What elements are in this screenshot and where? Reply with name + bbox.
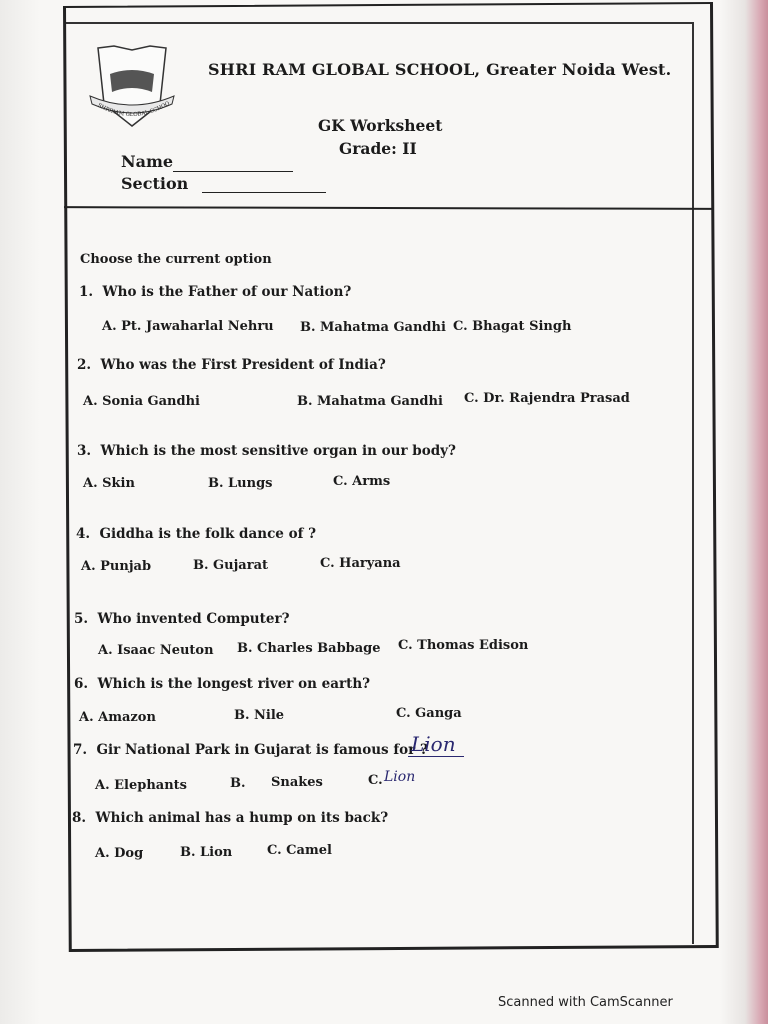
q1-option-a[interactable]: A. Pt. Jawaharlal Nehru [102, 319, 274, 334]
question-text: Which is the longest river on earth? [97, 676, 371, 692]
question-4 [76, 526, 316, 542]
question-8 [72, 810, 388, 826]
q8-option-a[interactable]: A. Dog [95, 846, 144, 861]
question-3 [77, 443, 456, 459]
q6-option-b[interactable]: B. Nile [234, 708, 285, 723]
q7-option-b-letter[interactable]: B. [230, 776, 246, 791]
school-name: SHRI RAM GLOBAL SCHOOL, Greater Noida West. [208, 60, 672, 79]
q3-option-a[interactable]: A. Skin [83, 476, 135, 491]
question-number: 5. [74, 611, 89, 627]
question-number: 3. [77, 443, 92, 459]
q2-option-b[interactable]: B. Mahatma Gandhi [297, 394, 443, 409]
q6-option-c[interactable]: C. Ganga [396, 706, 462, 721]
question-number: 1. [79, 284, 94, 300]
q8-option-c[interactable]: C. Camel [267, 843, 332, 858]
name-blank[interactable] [173, 171, 293, 172]
q1-option-b[interactable]: B. Mahatma Gandhi [300, 320, 446, 335]
question-1 [79, 284, 351, 300]
worksheet-title: GK Worksheet [318, 116, 443, 135]
q8-option-b[interactable]: B. Lion [180, 845, 233, 860]
question-text: Who was the First President of India? [100, 357, 386, 373]
section-label: Section [121, 174, 189, 193]
instruction-text: Choose the current option [80, 252, 272, 267]
question-number: 2. [77, 357, 92, 373]
question-text: Gir National Park in Gujarat is famous for ? [96, 742, 428, 758]
handwritten-answer-q7: Lion [411, 732, 456, 756]
question-text: Which is the most sensitive organ in our body? [100, 443, 456, 459]
q4-option-b[interactable]: B. Gujarat [193, 558, 268, 573]
q5-option-a[interactable]: A. Isaac Neuton [98, 643, 214, 658]
section-blank[interactable] [202, 192, 326, 193]
q5-option-c[interactable]: C. Thomas Edison [398, 638, 529, 653]
school-logo [86, 44, 178, 130]
question-number: 8. [72, 810, 87, 826]
q2-option-c[interactable]: C. Dr. Rajendra Prasad [464, 391, 630, 406]
question-5 [74, 611, 289, 627]
q7-option-c-letter[interactable]: C. [368, 773, 383, 788]
q4-option-c[interactable]: C. Haryana [320, 556, 401, 571]
q6-option-a[interactable]: A. Amazon [79, 710, 156, 725]
question-text: Who is the Father of our Nation? [102, 284, 352, 300]
answer-underline [408, 756, 464, 757]
question-text: Giddha is the folk dance of ? [99, 526, 316, 542]
camscanner-watermark: Scanned with CamScanner [498, 995, 673, 1010]
q1-option-c[interactable]: C. Bhagat Singh [453, 319, 572, 334]
handwritten-option-c-q7: Lion [384, 769, 416, 785]
question-number: 7. [73, 742, 88, 758]
name-label: Name [121, 152, 174, 171]
q3-option-c[interactable]: C. Arms [333, 474, 391, 489]
question-text: Which animal has a hump on its back? [95, 810, 389, 826]
question-2 [77, 357, 386, 373]
grade-label: Grade: II [339, 139, 417, 158]
question-number: 6. [74, 676, 89, 692]
q2-option-a[interactable]: A. Sonia Gandhi [83, 394, 200, 409]
q4-option-a[interactable]: A. Punjab [81, 559, 152, 574]
q7-option-b[interactable]: Snakes [271, 775, 323, 790]
q7-option-a[interactable]: A. Elephants [95, 778, 187, 793]
question-7 [73, 742, 428, 758]
question-number: 4. [76, 526, 91, 542]
q5-option-b[interactable]: B. Charles Babbage [237, 641, 381, 656]
question-text: Who invented Computer? [97, 611, 290, 627]
question-6 [74, 676, 370, 692]
logo-text: SHRIRAM GLOBAL SCHOO [96, 100, 171, 119]
q3-option-b[interactable]: B. Lungs [208, 476, 273, 491]
